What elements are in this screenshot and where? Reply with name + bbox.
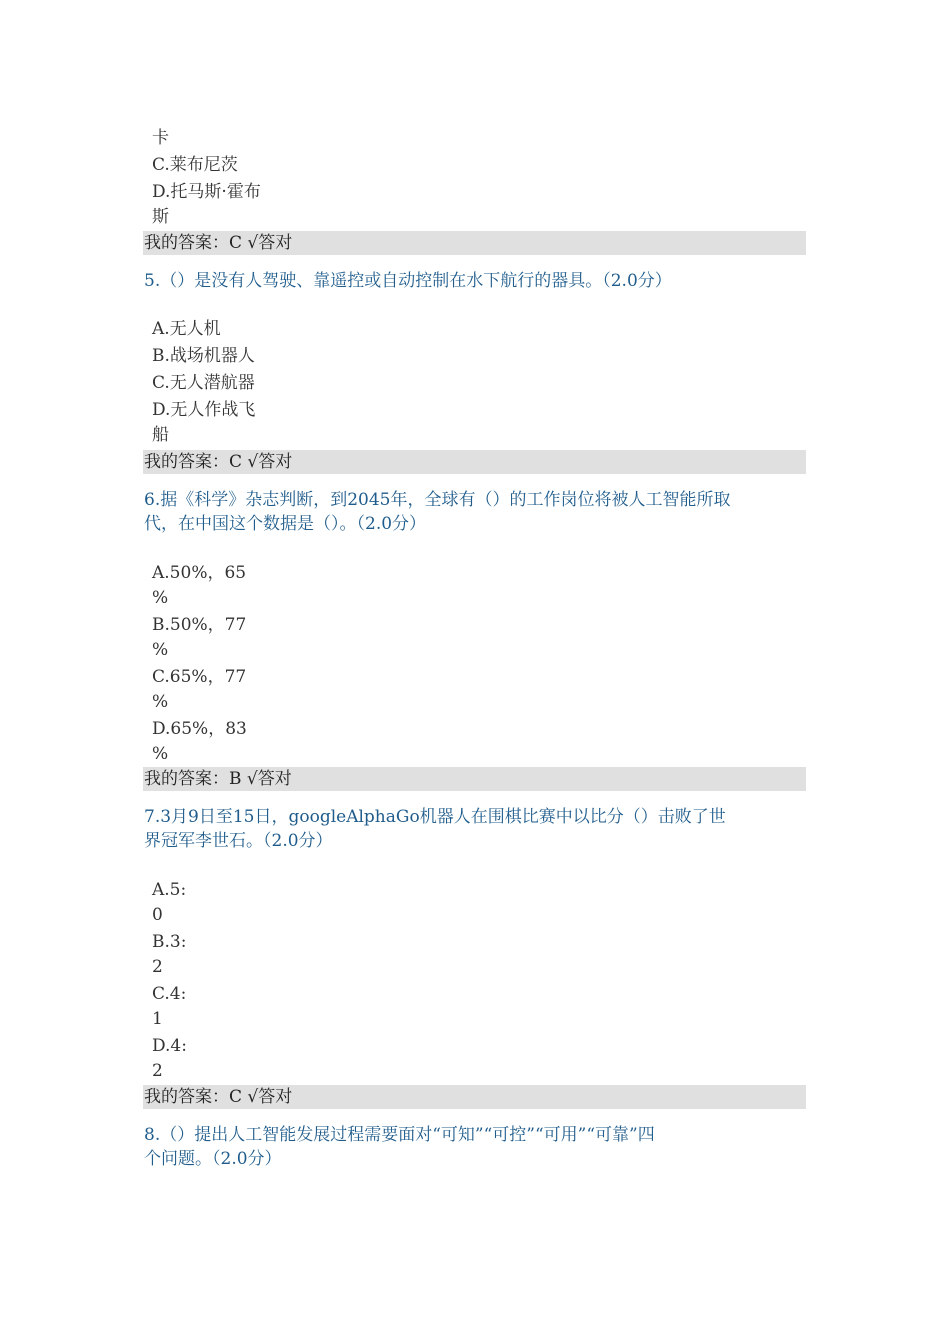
q6-option-b: B.50%，77 xyxy=(152,615,247,635)
option-d-continuation: 斯 xyxy=(152,207,169,227)
option-d: D.托马斯·霍布 xyxy=(152,182,261,202)
q6-option-a: A.50%，65 xyxy=(152,563,247,583)
q7-option-c: C.4: xyxy=(152,984,187,1004)
question-6-title-line1: 6.据《科学》杂志判断，到2045年，全球有（）的工作岗位将被人工智能所取 xyxy=(144,490,731,510)
q7-answer-text: 我的答案：C √答对 xyxy=(144,1087,293,1107)
question-8-title-line1: 8.（）提出人工智能发展过程需要面对“可知”“可控”“可用”“可靠”四 xyxy=(144,1125,655,1145)
q7-option-a: A.5: xyxy=(152,880,187,900)
q5-answer-bar xyxy=(143,450,806,474)
q6-option-a-continuation: % xyxy=(152,588,169,608)
q6-answer-bar xyxy=(143,767,806,791)
q5-option-d-continuation: 船 xyxy=(152,425,169,445)
option-c: C.莱布尼茨 xyxy=(152,155,238,175)
q7-option-d-continuation: 2 xyxy=(152,1061,163,1081)
q5-option-d: D.无人作战飞 xyxy=(152,400,256,420)
q7-option-b: B.3: xyxy=(152,932,187,952)
q6-option-b-continuation: % xyxy=(152,640,169,660)
q7-option-c-continuation: 1 xyxy=(152,1009,163,1029)
q7-answer-bar xyxy=(143,1085,806,1109)
question-6-title-line2: 代，在中国这个数据是（）。（2.0分） xyxy=(144,514,427,534)
question-7-title-line1: 7.3月9日至15日，googleAlphaGo机器人在围棋比赛中以比分（）击败了世 xyxy=(144,807,726,827)
q5-answer-text: 我的答案：C √答对 xyxy=(144,452,293,472)
option-b-continuation: 卡 xyxy=(152,128,169,148)
q6-option-d-continuation: % xyxy=(152,744,169,764)
q6-option-c-continuation: % xyxy=(152,692,169,712)
q6-answer-text: 我的答案：B √答对 xyxy=(144,769,292,789)
question-8-title-line2: 个问题。（2.0分） xyxy=(144,1149,282,1169)
q7-option-d: D.4: xyxy=(152,1036,187,1056)
q7-option-b-continuation: 2 xyxy=(152,957,163,977)
q5-option-b: B.战场机器人 xyxy=(152,346,255,366)
q6-option-d: D.65%，83 xyxy=(152,719,247,739)
question-7-title-line2: 界冠军李世石。（2.0分） xyxy=(144,831,333,851)
q5-option-c: C.无人潜航器 xyxy=(152,373,255,393)
q5-option-a: A.无人机 xyxy=(152,319,221,339)
answer-bar xyxy=(143,231,806,255)
answer-text: 我的答案：C √答对 xyxy=(144,233,293,253)
question-5-title: 5.（）是没有人驾驶、靠遥控或自动控制在水下航行的器具。（2.0分） xyxy=(144,271,672,291)
q7-option-a-continuation: 0 xyxy=(152,905,163,925)
q6-option-c: C.65%，77 xyxy=(152,667,247,687)
